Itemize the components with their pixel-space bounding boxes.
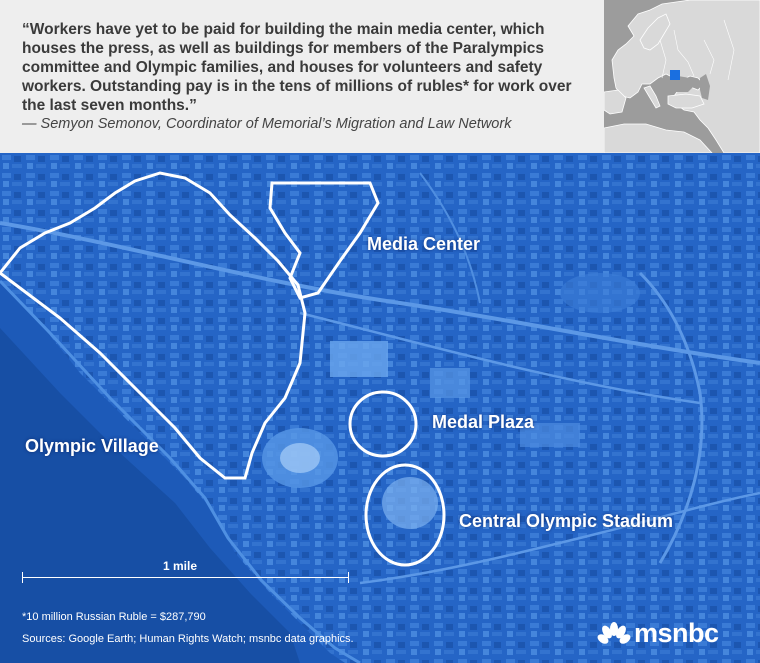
sochi-location-marker xyxy=(670,70,680,80)
scale-bar-tick-right xyxy=(348,572,349,583)
msnbc-wordmark: msnbc xyxy=(634,617,719,648)
label-olympic-village: Olympic Village xyxy=(25,436,159,456)
sources-credit: Sources: Google Earth; Human Rights Watch; msnbc data graphics. xyxy=(22,633,354,645)
locator-map-graphic xyxy=(604,0,760,153)
msnbc-logo xyxy=(597,618,719,648)
satellite-map xyxy=(0,153,760,663)
peacock-icon xyxy=(597,621,631,645)
scale-bar-tick-left xyxy=(22,572,23,583)
label-central-olympic-stadium: Central Olympic Stadium xyxy=(459,511,674,531)
quote-attribution: — Semyon Semonov, Coordinator of Memorial’s Migration and Law Network xyxy=(22,116,512,132)
currency-footnote: *10 million Russian Ruble = $287,790 xyxy=(22,611,206,623)
label-medal-plaza: Medal Plaza xyxy=(432,412,535,432)
scale-bar-label: 1 mile xyxy=(163,559,198,573)
quote-text: “Workers have yet to be paid for building the main media center, which houses the press, as well as buildings for members of the Paralympics committee and Olympic families, and houses for volunteers and safety workers. Outstanding pay is in the tens of millions of rubles* for work over the last seven months.” xyxy=(22,21,572,114)
scale-bar xyxy=(22,577,349,578)
label-media-center: Media Center xyxy=(367,234,481,254)
locator-inset-map xyxy=(604,0,760,153)
satellite-map-graphic xyxy=(0,153,760,663)
